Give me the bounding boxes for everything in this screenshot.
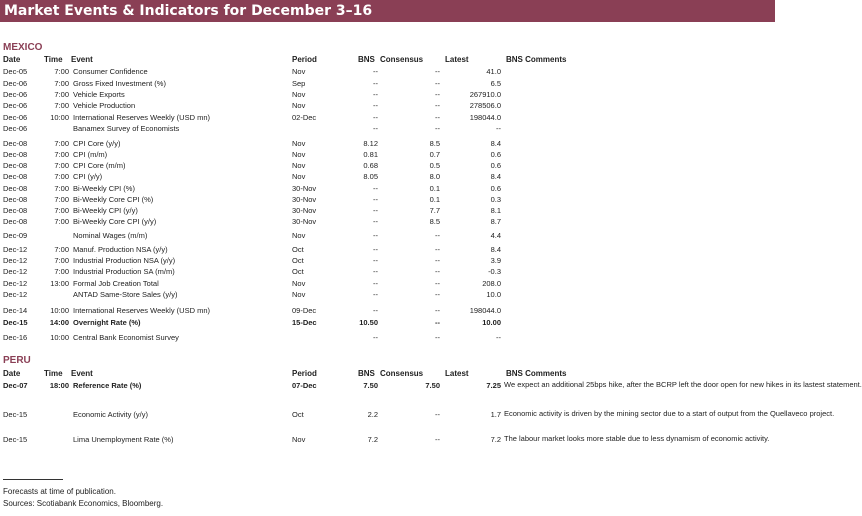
cell-latest: 41.0 (486, 67, 501, 76)
cell-date: Dec-08 (3, 139, 28, 148)
cell-period: Nov (292, 150, 306, 159)
cell-consensus: 0.5 (429, 161, 440, 170)
cell-time (44, 123, 69, 134)
table-row (0, 255, 775, 266)
table-row (0, 183, 775, 194)
cell-latest: 7.25 (486, 381, 501, 390)
cell-consensus: 7.7 (429, 206, 440, 215)
table-row (0, 78, 775, 89)
cell-time: 7:00 (54, 217, 69, 226)
cell-date: Dec-08 (3, 195, 28, 204)
header-event: Event (71, 55, 93, 64)
cell-date: Dec-09 (3, 231, 28, 240)
cell-latest: 7.2 (490, 435, 501, 444)
cell-date: Dec-06 (3, 113, 28, 122)
cell-date: Dec-08 (3, 184, 28, 193)
cell-period: Nov (292, 67, 306, 76)
cell-time: 7:00 (54, 101, 69, 110)
cell-time: 7:00 (54, 184, 69, 193)
cell-date: Dec-08 (3, 217, 28, 226)
cell-time: 7:00 (54, 256, 69, 265)
cell-time: 7:00 (54, 172, 69, 181)
cell-time: 13:00 (50, 279, 69, 288)
cell-latest: 198044.0 (469, 306, 501, 315)
cell-comment: We expect an additional 25bps hike, after the BCRP left the door open for new hikes in its lastest statement. (504, 380, 862, 389)
cell-bns: -- (373, 206, 378, 215)
cell-time: 7:00 (54, 150, 69, 159)
cell-bns: -- (373, 217, 378, 226)
cell-consensus: -- (435, 279, 440, 288)
table-row (0, 112, 775, 123)
cell-date: Dec-12 (3, 290, 28, 299)
table-row (0, 89, 775, 100)
cell-event: International Reserves Weekly (USD mn) (73, 113, 210, 122)
cell-date: Dec-12 (3, 245, 28, 254)
cell-latest: 0.6 (490, 161, 501, 170)
cell-date: Dec-06 (3, 90, 28, 99)
footnote-forecasts: Forecasts at time of publication. (3, 487, 116, 496)
footnote-divider (3, 479, 63, 480)
cell-bns: -- (373, 290, 378, 299)
cell-consensus: -- (435, 256, 440, 265)
header-event: Event (71, 369, 93, 378)
cell-period: Nov (292, 290, 306, 299)
cell-time (44, 409, 69, 420)
cell-bns: 2.2 (367, 410, 378, 419)
cell-event: Reference Rate (%) (73, 381, 142, 390)
cell-bns: -- (373, 67, 378, 76)
table-row (0, 305, 775, 316)
table-row (0, 244, 775, 255)
cell-consensus: -- (435, 124, 440, 133)
cell-bns: -- (373, 124, 378, 133)
header-latest: Latest (445, 55, 469, 64)
cell-consensus: -- (435, 90, 440, 99)
cell-bns: 8.05 (363, 172, 378, 181)
cell-bns: 0.68 (363, 161, 378, 170)
cell-event: CPI Core (y/y) (73, 139, 121, 148)
cell-latest: 0.6 (490, 150, 501, 159)
cell-consensus: -- (435, 67, 440, 76)
cell-latest: 8.7 (490, 217, 501, 226)
table-row (0, 123, 775, 134)
cell-consensus: -- (435, 267, 440, 276)
cell-event: Bi-Weekly Core CPI (y/y) (73, 217, 157, 226)
section-label-mexico: MEXICO (3, 42, 43, 53)
cell-latest: 8.4 (490, 245, 501, 254)
cell-bns: -- (373, 79, 378, 88)
page-title: Market Events & Indicators for December 3–16 (0, 0, 775, 22)
cell-consensus: 8.0 (429, 172, 440, 181)
cell-consensus: -- (435, 231, 440, 240)
header-bns: BNS (358, 55, 375, 64)
cell-latest: 198044.0 (469, 113, 501, 122)
cell-date: Dec-16 (3, 333, 28, 342)
cell-event: Vehicle Exports (73, 90, 125, 99)
table-header-peru (0, 368, 775, 379)
cell-latest: 6.5 (490, 79, 501, 88)
cell-time: 7:00 (54, 267, 69, 276)
cell-period: Nov (292, 279, 306, 288)
cell-period: 30-Nov (292, 217, 317, 226)
table-row (0, 205, 775, 216)
cell-period: Oct (292, 256, 304, 265)
cell-latest: 10.0 (486, 290, 501, 299)
cell-date: Dec-05 (3, 67, 28, 76)
cell-latest: 278506.0 (469, 101, 501, 110)
cell-event: Industrial Production SA (m/m) (73, 267, 175, 276)
cell-latest: 1.7 (490, 410, 501, 419)
cell-event: International Reserves Weekly (USD mn) (73, 306, 210, 315)
cell-period: Nov (292, 172, 306, 181)
header-consensus: Consensus (380, 55, 424, 64)
section-label-peru: PERU (3, 355, 31, 366)
cell-bns: 7.50 (363, 381, 378, 390)
cell-date: Dec-08 (3, 161, 28, 170)
cell-latest: 0.3 (490, 195, 501, 204)
cell-bns: -- (373, 195, 378, 204)
cell-consensus: -- (435, 101, 440, 110)
cell-consensus: -- (435, 435, 440, 444)
cell-bns: -- (373, 256, 378, 265)
header-time: Time (44, 369, 63, 378)
cell-event: Central Bank Economist Survey (73, 333, 179, 342)
cell-bns: -- (373, 306, 378, 315)
table-row (0, 434, 775, 445)
cell-latest: -- (496, 333, 501, 342)
cell-bns: -- (373, 267, 378, 276)
table-row (0, 278, 775, 289)
cell-period: 15-Dec (292, 318, 317, 327)
cell-period: Oct (292, 267, 304, 276)
cell-consensus: -- (435, 318, 440, 327)
cell-period: Nov (292, 90, 306, 99)
cell-consensus: -- (435, 79, 440, 88)
cell-consensus: -- (435, 113, 440, 122)
table-row (0, 171, 775, 182)
cell-date: Dec-06 (3, 124, 28, 133)
cell-latest: 0.6 (490, 184, 501, 193)
cell-time (44, 434, 69, 445)
table-row (0, 160, 775, 171)
cell-date: Dec-12 (3, 267, 28, 276)
cell-latest: 8.4 (490, 172, 501, 181)
header-consensus: Consensus (380, 369, 424, 378)
table-row (0, 409, 835, 420)
cell-event: Consumer Confidence (73, 67, 148, 76)
cell-event: CPI Core (m/m) (73, 161, 126, 170)
table-row (0, 216, 775, 227)
cell-date: Dec-07 (3, 381, 28, 390)
cell-latest: 267910.0 (469, 90, 501, 99)
cell-date: Dec-08 (3, 172, 28, 181)
cell-consensus: -- (435, 290, 440, 299)
cell-time: 7:00 (54, 79, 69, 88)
cell-comment: Economic activity is driven by the mining sector due to a start of output from the Quellaveco project. (504, 409, 835, 418)
cell-time: 7:00 (54, 195, 69, 204)
cell-period: 30-Nov (292, 195, 317, 204)
cell-date: Dec-08 (3, 206, 28, 215)
header-latest: Latest (445, 369, 469, 378)
cell-period: 07-Dec (292, 381, 317, 390)
cell-latest: 8.1 (490, 206, 501, 215)
cell-bns: 8.12 (363, 139, 378, 148)
header-bns: BNS (358, 369, 375, 378)
cell-time: 18:00 (49, 381, 69, 390)
table-row (0, 149, 775, 160)
cell-event: Banamex Survey of Economists (73, 124, 180, 133)
cell-time: 10:00 (50, 113, 69, 122)
cell-period: 30-Nov (292, 184, 317, 193)
table-row (0, 230, 775, 241)
cell-date: Dec-15 (3, 410, 28, 419)
cell-time: 7:00 (54, 245, 69, 254)
cell-consensus: 8.5 (429, 139, 440, 148)
cell-event: Manuf. Production NSA (y/y) (73, 245, 168, 254)
cell-event: Bi-Weekly Core CPI (%) (73, 195, 154, 204)
cell-bns: 10.50 (359, 318, 378, 327)
cell-period: Nov (292, 435, 306, 444)
cell-period: 30-Nov (292, 206, 317, 215)
cell-time (44, 289, 69, 300)
header-comments: BNS Comments (506, 369, 567, 378)
cell-latest: 4.4 (490, 231, 501, 240)
table-row (0, 317, 775, 328)
header-date: Date (3, 55, 21, 64)
cell-period: Nov (292, 139, 306, 148)
cell-latest: 3.9 (490, 256, 501, 265)
cell-time: 7:00 (54, 90, 69, 99)
table-header-mexico (0, 54, 775, 65)
cell-date: Dec-14 (3, 306, 28, 315)
cell-bns: -- (373, 245, 378, 254)
cell-period: Oct (292, 410, 304, 419)
cell-time: 7:00 (54, 67, 69, 76)
cell-event: CPI (y/y) (73, 172, 103, 181)
cell-consensus: 0.1 (429, 184, 440, 193)
cell-bns: -- (373, 231, 378, 240)
header-period: Period (292, 55, 317, 64)
cell-period: Oct (292, 245, 304, 254)
cell-time: 10:00 (50, 306, 69, 315)
cell-event: Economic Activity (y/y) (73, 410, 149, 419)
cell-consensus: -- (435, 410, 440, 419)
table-row (0, 100, 775, 111)
cell-consensus: 0.1 (429, 195, 440, 204)
cell-time: 14:00 (49, 318, 69, 327)
cell-event: Formal Job Creation Total (73, 279, 159, 288)
cell-time: 7:00 (54, 161, 69, 170)
cell-latest: 10.00 (482, 318, 501, 327)
cell-date: Dec-06 (3, 101, 28, 110)
cell-bns: -- (373, 113, 378, 122)
cell-bns: -- (373, 279, 378, 288)
header-date: Date (3, 369, 21, 378)
table-row (0, 66, 775, 77)
cell-event: Vehicle Production (73, 101, 136, 110)
table-row (0, 266, 775, 277)
cell-period: Nov (292, 101, 306, 110)
cell-event: Bi-Weekly CPI (y/y) (73, 206, 138, 215)
cell-event: Overnight Rate (%) (73, 318, 141, 327)
cell-time: 7:00 (54, 139, 69, 148)
cell-bns: -- (373, 90, 378, 99)
cell-event: Lima Unemployment Rate (%) (73, 435, 174, 444)
cell-bns: 0.81 (363, 150, 378, 159)
cell-event: Nominal Wages (m/m) (73, 231, 148, 240)
header-time: Time (44, 55, 63, 64)
cell-consensus: -- (435, 306, 440, 315)
cell-consensus: -- (435, 333, 440, 342)
cell-time: 7:00 (54, 206, 69, 215)
cell-bns: -- (373, 101, 378, 110)
cell-event: CPI (m/m) (73, 150, 108, 159)
cell-time (44, 230, 69, 241)
cell-consensus: -- (435, 245, 440, 254)
cell-period: 02-Dec (292, 113, 317, 122)
cell-period: Nov (292, 161, 306, 170)
cell-date: Dec-15 (3, 435, 28, 444)
cell-period: Nov (292, 231, 306, 240)
cell-bns: -- (373, 184, 378, 193)
cell-date: Dec-12 (3, 279, 28, 288)
cell-event: Bi-Weekly CPI (%) (73, 184, 135, 193)
table-row (0, 380, 862, 391)
table-row (0, 289, 775, 300)
cell-latest: -0.3 (488, 267, 501, 276)
cell-consensus: 0.7 (429, 150, 440, 159)
cell-latest: -- (496, 124, 501, 133)
cell-date: Dec-15 (3, 318, 28, 327)
cell-time: 10:00 (50, 333, 69, 342)
cell-consensus: 8.5 (429, 217, 440, 226)
table-row (0, 332, 775, 343)
cell-date: Dec-08 (3, 150, 28, 159)
cell-period: 09-Dec (292, 306, 317, 315)
cell-event: Industrial Production NSA (y/y) (73, 256, 176, 265)
cell-latest: 208.0 (482, 279, 501, 288)
table-row (0, 194, 775, 205)
header-period: Period (292, 369, 317, 378)
footnote-sources: Sources: Scotiabank Economics, Bloomberg. (3, 499, 164, 508)
cell-date: Dec-12 (3, 256, 28, 265)
cell-event: ANTAD Same-Store Sales (y/y) (73, 290, 178, 299)
cell-comment: The labour market looks more stable due to less dynamism of economic activity. (504, 434, 770, 443)
cell-latest: 8.4 (490, 139, 501, 148)
cell-date: Dec-06 (3, 79, 28, 88)
cell-bns: -- (373, 333, 378, 342)
cell-event: Gross Fixed Investment (%) (73, 79, 166, 88)
cell-bns: 7.2 (367, 435, 378, 444)
table-row (0, 138, 775, 149)
header-comments: BNS Comments (506, 55, 567, 64)
cell-consensus: 7.50 (425, 381, 440, 390)
cell-period: Sep (292, 79, 306, 88)
